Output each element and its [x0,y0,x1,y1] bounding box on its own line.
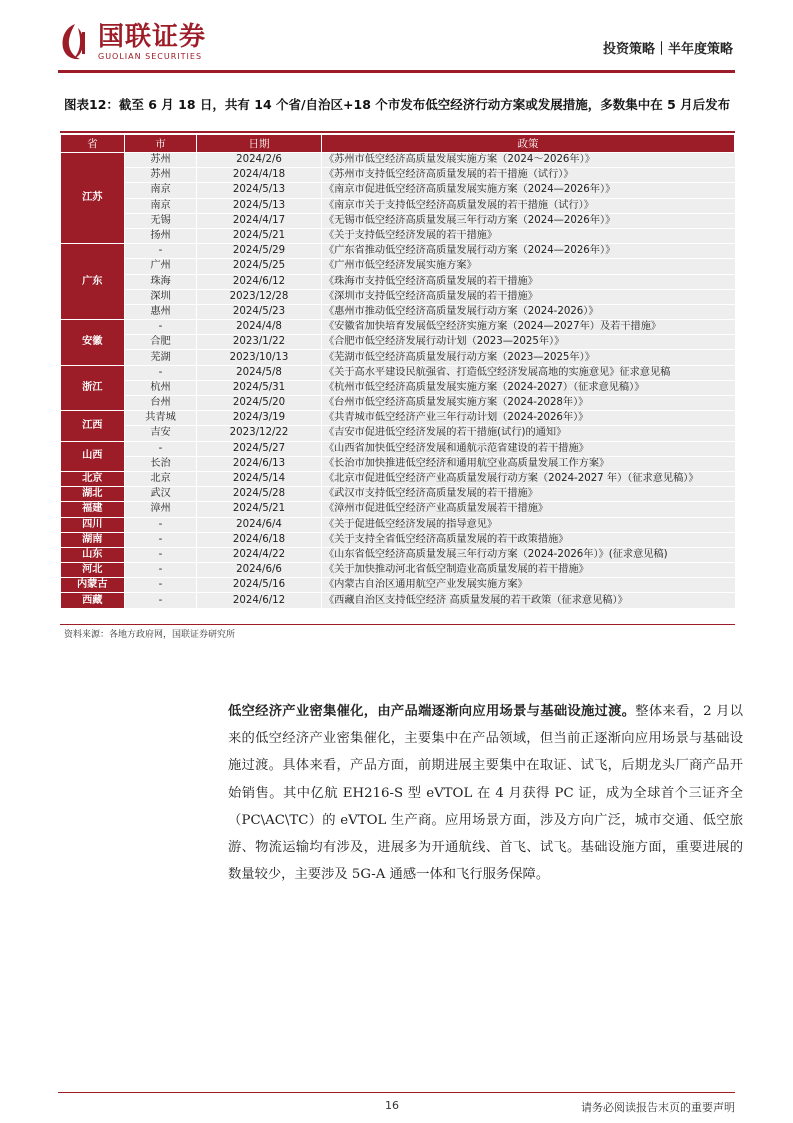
city-cell: - [125,532,197,547]
policy-cell: 《苏州市低空经济高质量发展实施方案（2024～2026年）》 [322,153,735,168]
date-cell: 2024/6/18 [197,532,322,547]
date-cell: 2024/5/25 [197,259,322,274]
date-cell: 2024/6/13 [197,456,322,471]
policy-cell: 《合肥市低空经济发展行动计划（2023—2025年）》 [322,335,735,350]
province-cell: 四川 [61,517,125,532]
table-row [61,593,735,608]
city-cell: - [125,517,197,532]
date-cell: 2024/5/8 [197,365,322,380]
source-rule [60,624,735,625]
date-cell: 2024/3/19 [197,411,322,426]
table-header-row [61,135,735,153]
date-cell: 2024/6/6 [197,563,322,578]
table-row [61,502,735,517]
policy-cell: 《长治市加快推进低空经济和通用航空业高质量发展工作方案》 [322,456,735,471]
province-cell: 内蒙古 [61,578,125,593]
date-cell: 2024/5/21 [197,502,322,517]
province-cell: 山西 [61,441,125,471]
province-cell: 湖北 [61,487,125,502]
table-row [61,563,735,578]
province-cell: 西藏 [61,593,125,608]
city-cell: 南京 [125,198,197,213]
province-cell: 福建 [61,502,125,517]
province-cell: 江西 [61,411,125,441]
city-cell: - [125,365,197,380]
table-row [61,153,735,168]
policy-cell: 《武汉市支持低空经济高质量发展的若干措施》 [322,487,735,502]
province-cell: 河北 [61,563,125,578]
city-cell: 共青城 [125,411,197,426]
header-divider [58,70,735,73]
table-row [61,228,735,243]
footer-divider [58,1092,735,1093]
paragraph-text: 整体来看，2 月以来的低空经济产业密集催化，主要集中在产品领域，但当前正逐渐向应用场景与基础设施过渡。具体来看，产品方面，前期进展主要集中在取证、试飞，后期龙头厂商产品开始销售。其中亿航 EH216-S 型 eVTOL 在 4 月获得 PC 证，成为全球首个三证齐全（PC\AC\TC）的 eVTOL 生产商。应用场景方面，涉及方向广泛，城市交通、低空旅游、物流运输均有涉及，进展多为开通航线、首飞、试飞。基础设施方面，重要进展的数量较少，主要涉及 5G-A 通感一体和飞行服务保障。 [228,704,743,883]
paragraph-lead: 低空经济产业密集催化，由产品端逐渐向应用场景与基础设施过渡。 [228,704,636,719]
city-cell: 北京 [125,471,197,486]
city-cell: 漳州 [125,502,197,517]
company-logo [58,22,206,62]
table-row [61,578,735,593]
policy-cell: 《关于支持低空经济发展的若干措施》 [322,228,735,243]
table-row [61,426,735,441]
table-row [61,411,735,426]
city-cell: - [125,320,197,335]
table-row [61,396,735,411]
date-cell: 2024/5/16 [197,578,322,593]
date-cell: 2024/4/22 [197,547,322,562]
table-row [61,213,735,228]
province-cell: 广东 [61,244,125,320]
city-cell: 苏州 [125,153,197,168]
page-header [0,0,793,74]
column-header-province: 省 [61,135,125,153]
policy-cell: 《共青城市低空经济产业三年行动计划（2024-2026年）》 [322,411,735,426]
table-row [61,320,735,335]
table-row [61,365,735,380]
date-cell: 2024/6/12 [197,593,322,608]
date-cell: 2023/12/22 [197,426,322,441]
policy-cell: 《南京市促进低空经济高质量发展实施方案（2024—2026年）》 [322,183,735,198]
table-row [61,547,735,562]
table-row [61,487,735,502]
table-row [61,380,735,395]
logo-mark-icon [58,22,92,62]
city-cell: 惠州 [125,304,197,319]
table-row [61,259,735,274]
logo-english-name: GUOLIAN SECURITIES [98,52,203,61]
policy-cell: 《南京市关于支持低空经济高质量发展的若干措施（试行）》 [322,198,735,213]
table-row [61,532,735,547]
policy-cell: 《惠州市推动低空经济高质量发展行动方案（2024-2026）》 [322,304,735,319]
city-cell: 武汉 [125,487,197,502]
column-header-city: 市 [125,135,197,153]
policy-cell: 《广东省推动低空经济高质量发展行动方案（2024—2026年）》 [322,244,735,259]
table-row [61,244,735,259]
table-row [61,456,735,471]
city-cell: - [125,593,197,608]
city-cell: 合肥 [125,335,197,350]
city-cell: 广州 [125,259,197,274]
city-cell: - [125,578,197,593]
date-cell: 2024/5/14 [197,471,322,486]
policy-cell: 《无锡市低空经济高质量发展三年行动方案（2024—2026年）》 [322,213,735,228]
province-cell: 山东 [61,547,125,562]
table-row [61,183,735,198]
table-row [61,471,735,486]
date-cell: 2024/2/6 [197,153,322,168]
policy-cell: 《山东省低空经济高质量发展三年行动方案（2024-2026年）》(征求意见稿) [322,547,735,562]
city-cell: 吉安 [125,426,197,441]
figure-source: 资料来源：各地方政府网，国联证券研究所 [64,630,236,640]
policy-cell: 《深圳市支持低空经济高质量发展的若干措施》 [322,289,735,304]
table-row [61,168,735,183]
table-row [61,289,735,304]
report-category: 投资策略｜半年度策略 [602,42,733,57]
date-cell: 2024/5/13 [197,198,322,213]
policy-cell: 《苏州市支持低空经济高质量发展的若干措施（试行）》 [322,168,735,183]
table-row [61,304,735,319]
policy-cell: 《芜湖市低空经济高质量发展行动方案（2023—2025年）》 [322,350,735,365]
table-row [61,198,735,213]
policy-cell: 《山西省加快低空经济发展和通航示范省建设的若干措施》 [322,441,735,456]
date-cell: 2023/12/28 [197,289,322,304]
date-cell: 2024/5/21 [197,228,322,243]
table-row [61,350,735,365]
disclaimer-note: 请务必阅读报告末页的重要声明 [581,1101,735,1114]
date-cell: 2024/6/12 [197,274,322,289]
policy-cell: 《关于加快推动河北省低空制造业高质量发展的若干措施》 [322,563,735,578]
province-cell: 江苏 [61,153,125,244]
page-number: 16 [385,1099,399,1112]
figure-title-rule [60,131,735,133]
city-cell: 深圳 [125,289,197,304]
date-cell: 2024/4/17 [197,213,322,228]
policy-cell: 《西藏自治区支持低空经济 高质量发展的若干政策（征求意见稿）》 [322,593,735,608]
city-cell: 台州 [125,396,197,411]
table-row [61,274,735,289]
policy-cell: 《吉安市促进低空经济发展的若干措施(试行)的通知》 [322,426,735,441]
policy-table-body [61,153,735,609]
province-cell: 北京 [61,471,125,486]
date-cell: 2024/4/18 [197,168,322,183]
city-cell: 苏州 [125,168,197,183]
date-cell: 2023/10/13 [197,350,322,365]
date-cell: 2024/5/27 [197,441,322,456]
city-cell: 长治 [125,456,197,471]
policy-cell: 《广州市低空经济发展实施方案》 [322,259,735,274]
policy-cell: 《关于支持全省低空经济高质量发展的若干政策措施》 [322,532,735,547]
city-cell: 珠海 [125,274,197,289]
date-cell: 2024/6/4 [197,517,322,532]
city-cell: - [125,441,197,456]
city-cell: 无锡 [125,213,197,228]
city-cell: 南京 [125,183,197,198]
column-header-policy: 政策 [322,135,735,153]
table-row [61,517,735,532]
city-cell: 芜湖 [125,350,197,365]
policy-cell: 《安徽省加快培育发展低空经济实施方案（2024—2027年）及若干措施》 [322,320,735,335]
policy-cell: 《关于促进低空经济发展的指导意见》 [322,517,735,532]
date-cell: 2024/5/20 [197,396,322,411]
date-cell: 2024/5/28 [197,487,322,502]
logo-chinese-name: 国联证券 [98,22,207,52]
province-cell: 浙江 [61,365,125,411]
policy-cell: 《珠海市支持低空经济高质量发展的若干措施》 [322,274,735,289]
province-cell: 湖南 [61,532,125,547]
figure-title: 图表12：截至 6 月 18 日，共有 14 个省/自治区+18 个市发布低空经济行动方案或发展措施，多数集中在 5 月后发布 [64,97,731,112]
policy-table [60,134,735,609]
province-cell: 安徽 [61,320,125,366]
city-cell: - [125,563,197,578]
policy-cell: 《台州市低空经济高质量发展实施方案（2024-2028年）》 [322,396,735,411]
column-header-date: 日期 [197,135,322,153]
date-cell: 2023/1/22 [197,335,322,350]
date-cell: 2024/5/13 [197,183,322,198]
policy-cell: 《杭州市低空经济高质量发展实施方案（2024-2027）（征求意见稿）》 [322,380,735,395]
policy-cell: 《内蒙古自治区通用航空产业发展实施方案》 [322,578,735,593]
date-cell: 2024/4/8 [197,320,322,335]
date-cell: 2024/5/31 [197,380,322,395]
policy-cell: 《北京市促进低空经济产业高质量发展行动方案（2024-2027 年）（征求意见稿）》 [322,471,735,486]
city-cell: - [125,244,197,259]
policy-cell: 《关于高水平建设民航强省、打造低空经济发展高地的实施意见》征求意见稿 [322,365,735,380]
body-paragraph [228,698,743,888]
city-cell: 杭州 [125,380,197,395]
city-cell: 扬州 [125,228,197,243]
date-cell: 2024/5/29 [197,244,322,259]
table-row [61,441,735,456]
city-cell: - [125,547,197,562]
table-row [61,335,735,350]
policy-cell: 《漳州市促进低空经济产业高质量发展若干措施》 [322,502,735,517]
date-cell: 2024/5/23 [197,304,322,319]
